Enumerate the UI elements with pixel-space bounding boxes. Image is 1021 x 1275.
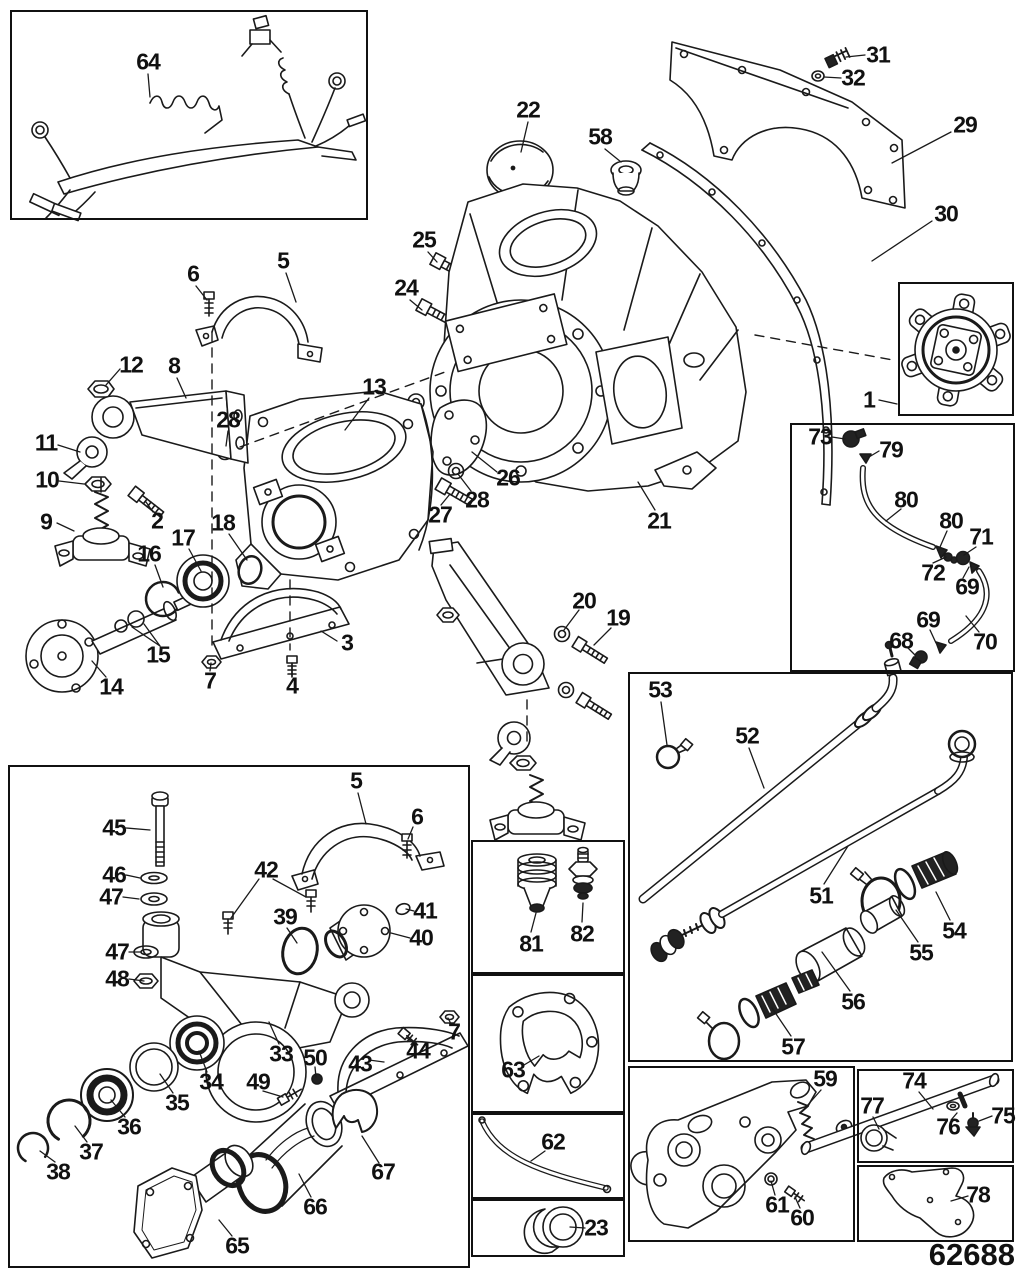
callout-16: 16 [137,540,161,567]
callout-81: 81 [519,930,543,957]
callout-35: 35 [165,1089,189,1116]
washer-20a [555,627,570,642]
callout-48: 48 [105,965,129,992]
bolt-19a [572,637,609,666]
callout-9: 9 [40,508,52,535]
callout-72: 72 [921,559,945,586]
callout-17: 17 [171,524,195,551]
bolt-45 [152,792,168,866]
clamp-shield-5a [196,297,322,362]
callout-61: 61 [765,1191,789,1218]
callout-56: 56 [841,988,865,1015]
callout-15: 15 [146,641,170,668]
callout-44: 44 [406,1037,430,1064]
engine-mount-9b [490,775,585,840]
callout-32: 32 [841,64,865,91]
callout-14: 14 [99,673,123,700]
callout-10: 10 [35,466,59,493]
drawing-number: 62688 [928,1237,1015,1272]
callout-19: 19 [606,604,630,631]
callout-47: 47 [105,938,129,965]
callout-43: 43 [348,1050,372,1077]
callout-45: 45 [102,814,126,841]
nut-48 [134,974,158,988]
callout-58: 58 [588,123,612,150]
nut-10 [85,477,111,491]
callout-57: 57 [781,1033,805,1060]
callout-3: 3 [341,629,353,656]
callout-29: 29 [953,111,977,138]
inner-transom-housing-13 [236,391,433,589]
callout-12: 12 [119,351,143,378]
callout-47: 47 [99,883,123,910]
callout-55: 55 [909,939,933,966]
callout-7: 7 [448,1018,460,1045]
callout-2: 2 [151,507,163,534]
callout-33: 33 [269,1040,293,1067]
callout-40: 40 [409,924,433,951]
callout-82: 82 [570,920,594,947]
callout-41: 41 [413,897,437,924]
callout-69: 69 [955,573,979,600]
bracket-78 [883,1168,973,1237]
callout-63: 63 [501,1056,525,1083]
washer-47a [141,893,167,905]
callout-13: 13 [362,373,386,400]
engine-coupler-1 [900,293,1012,407]
elbow-fitting-23 [524,1207,583,1253]
wiring-harness-64 [30,16,366,221]
callout-31: 31 [866,41,890,68]
hose-clamp-53 [657,739,693,768]
connector-54 [891,850,961,902]
nut-12 [88,381,114,397]
seal-carrier-40 [321,905,390,961]
callout-5: 5 [350,767,362,794]
plug-81 [518,854,556,912]
o-ring-39 [279,925,322,977]
callout-7: 7 [204,667,216,694]
callout-38: 38 [46,1158,70,1185]
o-ring-76 [947,1102,959,1110]
callout-80: 80 [939,507,963,534]
callout-70: 70 [973,628,997,655]
callout-80: 80 [894,486,918,513]
callout-62: 62 [541,1128,565,1155]
callout-53: 53 [648,676,672,703]
callout-59: 59 [813,1065,837,1092]
fitting-75 [966,1113,980,1136]
callout-46: 46 [102,861,126,888]
callout-18: 18 [211,509,235,536]
screw-6a [204,292,214,316]
callout-73: 73 [808,423,832,450]
callout-8: 8 [168,352,180,379]
nut-strut [437,608,459,622]
callout-30: 30 [934,200,958,227]
tab-washer-11 [64,437,107,479]
callout-23: 23 [584,1214,608,1241]
callout-51: 51 [809,882,833,909]
nut-50 [312,1074,322,1084]
callout-66: 66 [303,1193,327,1220]
callout-25: 25 [412,226,436,253]
callout-6: 6 [411,803,423,830]
callout-68: 68 [889,627,913,654]
clamp-plate-63 [494,986,605,1102]
callout-67: 67 [371,1158,395,1185]
callout-1: 1 [863,386,875,413]
callout-36: 36 [117,1113,141,1140]
sleeve-35 [130,1043,178,1091]
oil-hose-parts [843,429,987,669]
callout-49: 49 [246,1068,270,1095]
callout-39: 39 [273,903,297,930]
washer-32 [812,71,824,81]
screw-6b [402,834,412,858]
callout-26: 26 [496,464,520,491]
callout-77: 77 [860,1092,884,1119]
clamp-shield-5b [292,823,444,890]
shift-plate-assembly [631,1079,854,1228]
callout-21: 21 [647,507,671,534]
callout-5: 5 [277,247,289,274]
nut-lower [510,756,536,770]
callout-34: 34 [199,1068,223,1095]
callout-22: 22 [516,96,540,123]
callout-27: 27 [428,501,452,528]
callout-50: 50 [303,1044,327,1071]
callout-28: 28 [465,486,489,513]
callout-65: 65 [225,1232,249,1259]
nut-7a [202,656,221,668]
callout-20: 20 [572,587,596,614]
callout-52: 52 [735,722,759,749]
callout-69: 69 [916,606,940,633]
callout-6: 6 [187,260,199,287]
callout-37: 37 [79,1138,103,1165]
washer-46 [141,873,167,884]
callout-4: 4 [286,672,298,699]
callout-74: 74 [902,1067,926,1094]
callout-54: 54 [942,917,966,944]
bearing-17 [177,555,229,607]
callout-64: 64 [136,48,160,75]
callout-28: 28 [216,406,240,433]
callout-11: 11 [34,429,58,456]
washer-20b [559,683,574,698]
callout-75: 75 [991,1102,1015,1129]
cap-41 [395,902,412,916]
fitting-82 [569,848,597,900]
callout-60: 60 [790,1204,814,1231]
shift-cable-52 [643,642,901,900]
bolt-19b [576,693,613,722]
callout-71: 71 [969,523,993,550]
callout-79: 79 [879,436,903,463]
callout-78: 78 [966,1181,990,1208]
shaft-shield-3 [213,589,349,659]
callout-42: 42 [254,856,278,883]
plug-58 [611,161,641,195]
callout-24: 24 [394,274,418,301]
callout-76: 76 [936,1113,960,1140]
o-ring-18 [235,553,265,586]
